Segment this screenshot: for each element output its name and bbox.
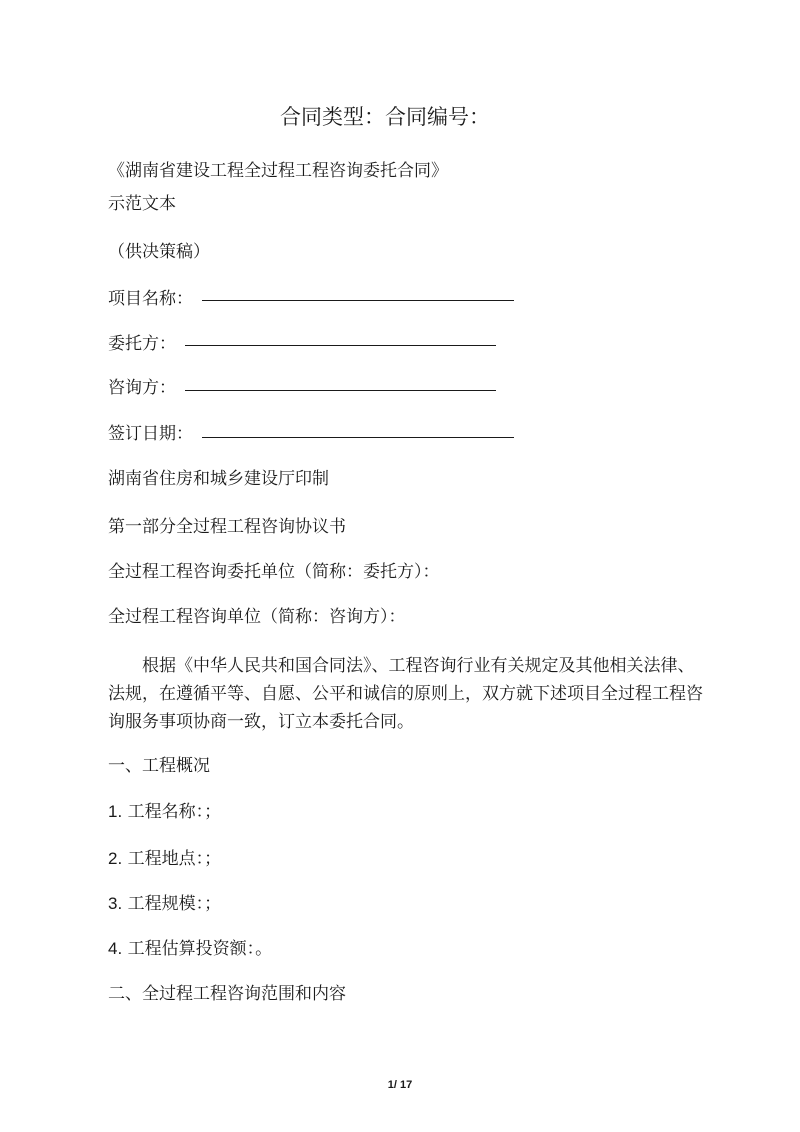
project-name-label: 项目名称： <box>108 289 193 309</box>
item-number: 2. <box>108 849 123 868</box>
signing-date-label: 签订日期： <box>108 424 193 444</box>
client-label: 委托方： <box>108 334 176 354</box>
consultant-label: 咨询方： <box>108 378 176 398</box>
draft-note: （供决策稿） <box>108 242 210 262</box>
preamble-line-2: 法规，在遵循平等、自愿、公平和诚信的原则上，双方就下述项目全过程工程咨 <box>108 684 703 704</box>
project-overview-item <box>108 893 221 915</box>
contract-type-number-title: 合同类型：合同编号： <box>280 105 490 129</box>
item-text: 工程规模：； <box>127 894 222 914</box>
project-overview-item <box>108 801 221 823</box>
consultant-unit-line: 全过程工程咨询单位（简称：咨询方）： <box>108 607 406 627</box>
item-text: 工程名称：； <box>127 802 222 822</box>
section-two-heading: 二、全过程工程咨询范围和内容 <box>108 984 346 1004</box>
project-overview-item <box>108 848 221 870</box>
page-number: 1/ 17 <box>387 1079 413 1091</box>
item-number: 1. <box>108 802 123 821</box>
section-one-heading: 一、工程概况 <box>108 756 210 776</box>
item-number: 3. <box>108 894 123 913</box>
consultant-blank <box>185 390 496 391</box>
project-name-blank <box>202 300 514 301</box>
preamble-line-3: 询服务事项协商一致，订立本委托合同。 <box>108 712 414 732</box>
item-text: 工程地点：； <box>127 849 222 869</box>
preamble-line-1: 根据《中华人民共和国合同法》、工程咨询行业有关规定及其他相关法律、 <box>142 656 695 676</box>
signing-date-blank <box>202 437 514 438</box>
project-overview-item <box>108 938 272 960</box>
part-one-heading: 第一部分全过程工程咨询协议书 <box>108 517 346 537</box>
item-text: 工程估算投资额：。 <box>127 939 273 959</box>
client-blank <box>185 345 496 346</box>
model-text-label: 示范文本 <box>108 194 176 214</box>
item-number: 4. <box>108 939 123 958</box>
contract-name: 《湖南省建设工程全过程工程咨询委托合同》 <box>108 161 448 181</box>
client-unit-line: 全过程工程咨询委托单位（简称：委托方）： <box>108 562 440 582</box>
publisher-line: 湖南省住房和城乡建设厅印制 <box>108 469 329 489</box>
